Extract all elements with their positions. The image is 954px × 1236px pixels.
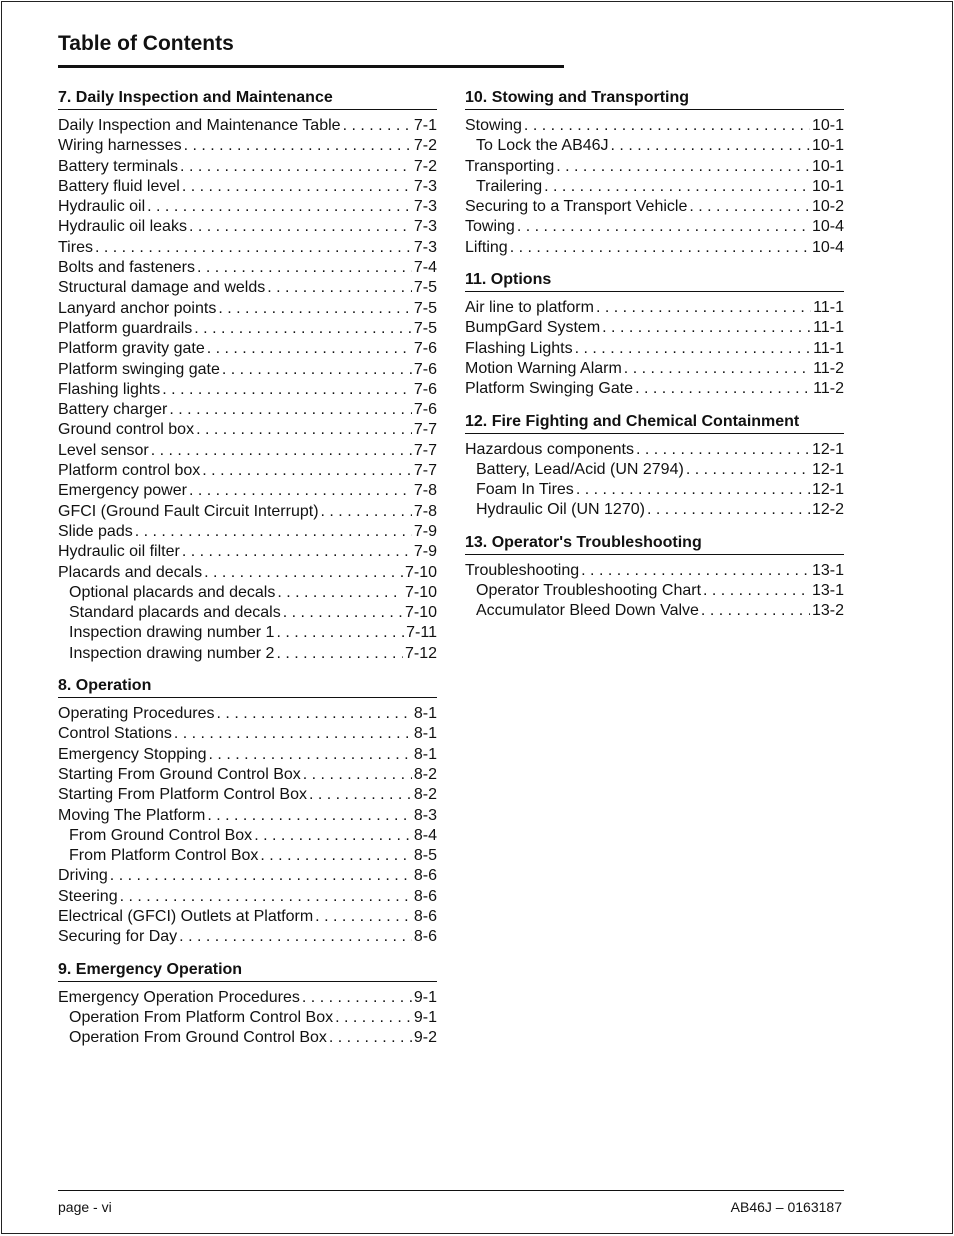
toc-entry-page: 12-2 xyxy=(811,501,844,519)
dot-leader xyxy=(189,481,412,501)
dot-leader xyxy=(95,238,412,258)
dot-leader xyxy=(602,318,811,338)
toc-entry-page: 7-3 xyxy=(413,238,437,256)
toc-entry-label: Platform swinging gate xyxy=(58,360,220,378)
toc-entry-label: Lanyard anchor points xyxy=(58,299,217,317)
toc-entry-page: 7-7 xyxy=(413,462,437,480)
toc-entry-label: Optional placards and decals xyxy=(69,583,276,601)
toc-entry[interactable] xyxy=(58,238,437,258)
toc-entry-label: Electrical (GFCI) Outlets at Platform xyxy=(58,907,314,925)
toc-entry[interactable] xyxy=(465,339,844,359)
toc-entry[interactable] xyxy=(58,623,437,643)
section-heading: 8. Operation xyxy=(58,676,437,698)
dot-leader xyxy=(276,644,403,664)
toc-entry-page: 7-5 xyxy=(413,319,437,337)
toc-entry[interactable] xyxy=(58,136,437,156)
toc-entry-label: Hydraulic oil leaks xyxy=(58,218,187,236)
toc-entry-page: 11-2 xyxy=(813,359,844,377)
dot-leader xyxy=(517,217,810,237)
toc-entry[interactable] xyxy=(465,116,844,136)
toc-entry-page: 7-9 xyxy=(413,522,437,540)
toc-entry-label: Structural damage and welds xyxy=(58,279,266,297)
dot-leader xyxy=(689,197,810,217)
toc-entry[interactable] xyxy=(58,177,437,197)
dot-leader xyxy=(197,258,412,278)
toc-entry-label: Inspection drawing number 1 xyxy=(69,624,275,642)
toc-entry-page: 7-11 xyxy=(406,624,437,642)
toc-entry-label: Flashing Lights xyxy=(465,339,573,357)
left-column xyxy=(58,88,437,1060)
dot-leader xyxy=(647,500,810,520)
toc-entry-label: Slide pads xyxy=(58,522,133,540)
toc-entry[interactable] xyxy=(58,339,437,359)
toc-entry[interactable] xyxy=(58,724,437,744)
toc-entry-label: Ground control box xyxy=(58,421,195,439)
toc-entry-page: 10-1 xyxy=(811,117,844,134)
toc-entry-page: 10-1 xyxy=(811,157,844,175)
toc-entry-page: 7-9 xyxy=(413,543,437,561)
section-heading: 7. Daily Inspection and Maintenance xyxy=(58,88,437,110)
toc-entry-page: 13-2 xyxy=(811,602,844,620)
toc-entry-page: 8-4 xyxy=(413,826,437,844)
dot-leader xyxy=(179,927,412,947)
toc-entry-label: Foam In Tires xyxy=(476,481,574,499)
toc-entry[interactable] xyxy=(465,440,844,460)
toc-entry-page: 11-1 xyxy=(813,319,844,337)
toc-entry-page: 8-6 xyxy=(413,928,437,946)
toc-entry[interactable] xyxy=(465,177,844,197)
toc-entry[interactable] xyxy=(58,217,437,237)
toc-entry-page: 7-6 xyxy=(413,380,437,398)
dot-leader xyxy=(217,704,412,724)
toc-entry-page: 7-5 xyxy=(413,279,437,297)
dot-leader xyxy=(556,157,810,177)
toc-entry[interactable] xyxy=(58,258,437,278)
dot-leader xyxy=(151,441,412,461)
toc-entry-label: Securing to a Transport Vehicle xyxy=(465,198,688,216)
toc-entry-page: 7-8 xyxy=(413,482,437,500)
toc-entry[interactable] xyxy=(58,846,437,866)
toc-entry-page: 7-3 xyxy=(413,177,437,195)
toc-entry[interactable] xyxy=(58,785,437,805)
toc-entry[interactable] xyxy=(58,563,437,583)
toc-entry-page: 9-2 xyxy=(413,1029,437,1047)
toc-entry-label: Flashing lights xyxy=(58,380,161,398)
right-column xyxy=(465,88,844,634)
dot-leader xyxy=(254,826,412,846)
toc-entry[interactable] xyxy=(465,318,844,338)
toc-entry[interactable] xyxy=(58,927,437,947)
toc-entry-page: 10-1 xyxy=(811,137,844,155)
section-heading: 10. Stowing and Transporting xyxy=(465,88,844,110)
dot-leader xyxy=(189,217,412,237)
dot-leader xyxy=(686,460,810,480)
toc-entry-label: Bolts and fasteners xyxy=(58,259,195,277)
toc-entry-page: 12-1 xyxy=(811,460,844,478)
toc-entry[interactable] xyxy=(58,400,437,420)
toc-entry[interactable] xyxy=(58,420,437,440)
toc-entry-page: 7-7 xyxy=(413,421,437,439)
toc-entry-label: Platform control box xyxy=(58,462,201,480)
toc-section-13-operator-s-troubleshooting xyxy=(465,533,844,622)
toc-entry-page: 8-6 xyxy=(413,887,437,905)
toc-entry-page: 9-1 xyxy=(413,988,437,1006)
toc-entry-label: Troubleshooting xyxy=(465,561,580,579)
toc-entry-page: 7-6 xyxy=(413,340,437,358)
toc-entry[interactable] xyxy=(58,806,437,826)
toc-entry-page: 7-8 xyxy=(413,502,437,520)
dot-leader xyxy=(180,157,412,177)
toc-entry[interactable] xyxy=(58,765,437,785)
dot-leader xyxy=(260,846,411,866)
toc-entry-label: Steering xyxy=(58,887,118,905)
toc-entry-page: 10-4 xyxy=(811,238,844,256)
toc-entry-label: Wiring harnesses xyxy=(58,137,182,155)
toc-section-8-operation xyxy=(58,676,437,948)
dot-leader xyxy=(701,601,810,621)
toc-entry-label: Battery charger xyxy=(58,401,168,419)
footer-page-number: page - vi xyxy=(58,1199,112,1215)
dot-leader xyxy=(343,116,412,136)
toc-entry[interactable] xyxy=(58,319,437,339)
dot-leader xyxy=(222,360,412,380)
toc-entry[interactable] xyxy=(58,644,437,664)
toc-entry-page: 12-1 xyxy=(811,440,844,458)
toc-entry[interactable] xyxy=(58,380,437,400)
toc-entry-page: 7-12 xyxy=(404,644,437,662)
toc-entry-page: 8-2 xyxy=(413,786,437,804)
toc-entry-label: To Lock the AB46J xyxy=(476,137,609,155)
dot-leader xyxy=(329,1028,412,1048)
toc-entry-page: 7-10 xyxy=(404,604,437,622)
footer-rule xyxy=(58,1190,844,1191)
toc-entry-label: From Platform Control Box xyxy=(69,847,259,865)
toc-entry-label: Accumulator Bleed Down Valve xyxy=(476,602,699,620)
toc-entry[interactable] xyxy=(58,583,437,603)
toc-section-9-emergency-operation xyxy=(58,960,437,1049)
toc-entry-label: Starting From Ground Control Box xyxy=(58,765,301,783)
toc-entry-label: Battery fluid level xyxy=(58,177,180,195)
toc-section-12-fire-fighting-and-chemical-containment xyxy=(465,412,844,521)
toc-entry-page: 7-2 xyxy=(413,157,437,175)
toc-entry[interactable] xyxy=(465,197,844,217)
toc-section-7-daily-inspection-and-maintenance xyxy=(58,88,437,664)
toc-entry[interactable] xyxy=(58,481,437,501)
toc-entry[interactable] xyxy=(58,116,437,136)
toc-entry[interactable] xyxy=(58,745,437,765)
toc-section-10-stowing-and-transporting xyxy=(465,88,844,258)
toc-entry[interactable] xyxy=(465,460,844,480)
toc-entry-label: Stowing xyxy=(465,117,522,134)
dot-leader xyxy=(624,359,811,379)
toc-entry-page: 10-1 xyxy=(811,177,844,195)
page-title: Table of Contents xyxy=(58,32,234,55)
toc-entry-label: GFCI (Ground Fault Circuit Interrupt) xyxy=(58,502,319,520)
toc-entry-label: Control Stations xyxy=(58,725,172,743)
toc-entry-page: 8-1 xyxy=(413,745,437,763)
toc-entry-page: 11-1 xyxy=(813,299,844,317)
toc-entry-label: Moving The Platform xyxy=(58,806,206,824)
dot-leader xyxy=(169,400,411,420)
toc-entry-label: Hydraulic Oil (UN 1270) xyxy=(476,501,645,519)
toc-entry-page: 7-6 xyxy=(413,401,437,419)
toc-entry-label: Emergency power xyxy=(58,482,187,500)
dot-leader xyxy=(283,603,403,623)
toc-entry-label: Starting From Platform Control Box xyxy=(58,786,307,804)
dot-leader xyxy=(110,866,412,886)
dot-leader xyxy=(635,379,811,399)
toc-entry-label: Towing xyxy=(465,218,515,236)
dot-leader xyxy=(194,319,412,339)
toc-entry-page: 7-10 xyxy=(404,583,437,601)
document-page xyxy=(1,1,953,1234)
toc-entry[interactable] xyxy=(58,704,437,724)
toc-entry-label: Level sensor xyxy=(58,441,149,459)
toc-entry-page: 7-3 xyxy=(413,198,437,216)
toc-entry[interactable] xyxy=(58,278,437,298)
toc-entry-label: Battery terminals xyxy=(58,157,179,175)
dot-leader xyxy=(575,339,812,359)
dot-leader xyxy=(218,299,412,319)
dot-leader xyxy=(182,542,412,562)
dot-leader xyxy=(510,238,810,258)
toc-entry-label: Transporting xyxy=(465,157,555,175)
toc-entry[interactable] xyxy=(58,542,437,562)
dot-leader xyxy=(209,745,412,765)
dot-leader xyxy=(303,765,412,785)
toc-entry-label: Platform gravity gate xyxy=(58,340,205,358)
toc-entry-page: 8-2 xyxy=(413,765,437,783)
toc-entry[interactable] xyxy=(465,136,844,156)
toc-section-11-options xyxy=(465,270,844,399)
toc-entry[interactable] xyxy=(465,217,844,237)
toc-entry-page: 7-4 xyxy=(413,259,437,277)
toc-entry-label: Platform guardrails xyxy=(58,319,193,337)
toc-entry-page: 13-1 xyxy=(811,561,844,579)
toc-entry-label: Tires xyxy=(58,238,93,256)
dot-leader xyxy=(309,785,412,805)
toc-entry[interactable] xyxy=(58,826,437,846)
toc-entry-page: 9-1 xyxy=(413,1008,437,1026)
toc-entry-page: 8-6 xyxy=(413,867,437,885)
toc-entry-label: From Ground Control Box xyxy=(69,826,253,844)
toc-entry-label: Lifting xyxy=(465,238,508,256)
toc-entry[interactable] xyxy=(58,1008,437,1028)
dot-leader xyxy=(315,907,412,927)
toc-entry[interactable] xyxy=(58,299,437,319)
toc-entry-label: Operator Troubleshooting Chart xyxy=(476,582,702,600)
toc-entry-page: 8-1 xyxy=(413,705,437,723)
toc-entry[interactable] xyxy=(465,157,844,177)
toc-entry-label: Placards and decals xyxy=(58,563,203,581)
dot-leader xyxy=(202,461,412,481)
dot-leader xyxy=(581,561,810,581)
dot-leader xyxy=(184,136,412,156)
toc-entry[interactable] xyxy=(465,298,844,318)
toc-entry-label: Hazardous components xyxy=(465,440,634,458)
dot-leader xyxy=(596,298,811,318)
title-rule xyxy=(58,65,564,68)
dot-leader xyxy=(321,502,412,522)
dot-leader xyxy=(703,581,810,601)
toc-entry[interactable] xyxy=(58,988,437,1008)
section-heading: 12. Fire Fighting and Chemical Containment xyxy=(465,412,844,434)
toc-entry[interactable] xyxy=(58,522,437,542)
dot-leader xyxy=(207,806,412,826)
dot-leader xyxy=(135,522,412,542)
toc-entry[interactable] xyxy=(465,379,844,399)
dot-leader xyxy=(207,339,412,359)
toc-entry-label: Motion Warning Alarm xyxy=(465,359,622,377)
toc-entry[interactable] xyxy=(465,581,844,601)
dot-leader xyxy=(276,623,404,643)
toc-entry-page: 8-5 xyxy=(413,847,437,865)
toc-entry-label: Standard placards and decals xyxy=(69,604,281,622)
toc-entry-label: Trailering xyxy=(476,177,543,195)
toc-entry[interactable] xyxy=(58,1028,437,1048)
toc-entry-page: 8-1 xyxy=(413,725,437,743)
toc-entry-page: 11-2 xyxy=(813,380,844,398)
toc-entry[interactable] xyxy=(465,601,844,621)
toc-entry-label: Emergency Operation Procedures xyxy=(58,988,300,1006)
toc-entry[interactable] xyxy=(58,441,437,461)
toc-entry[interactable] xyxy=(465,480,844,500)
dot-leader xyxy=(611,136,810,156)
toc-entry[interactable] xyxy=(58,360,437,380)
toc-entry-label: Operation From Ground Control Box xyxy=(69,1029,327,1047)
toc-entry-page: 8-6 xyxy=(413,907,437,925)
toc-entry[interactable] xyxy=(58,907,437,927)
toc-entry-label: Battery, Lead/Acid (UN 2794) xyxy=(476,460,684,478)
toc-entry[interactable] xyxy=(58,866,437,886)
toc-entry-label: Hydraulic oil filter xyxy=(58,543,180,561)
dot-leader xyxy=(524,116,810,136)
toc-entry[interactable] xyxy=(58,157,437,177)
toc-entry-page: 8-3 xyxy=(413,806,437,824)
toc-entry-label: Air line to platform xyxy=(465,299,594,317)
toc-entry-label: Hydraulic oil xyxy=(58,198,146,216)
toc-entry-label: Inspection drawing number 2 xyxy=(69,644,275,662)
toc-entry-page: 13-1 xyxy=(811,582,844,600)
dot-leader xyxy=(544,177,810,197)
toc-entry-label: Operating Procedures xyxy=(58,705,215,723)
toc-entry[interactable] xyxy=(58,603,437,623)
toc-entry-label: Operation From Platform Control Box xyxy=(69,1008,334,1026)
dot-leader xyxy=(196,420,412,440)
toc-entry-page: 7-5 xyxy=(413,299,437,317)
toc-entry-label: Driving xyxy=(58,867,108,885)
toc-entry-label: Platform Swinging Gate xyxy=(465,380,634,398)
toc-entry[interactable] xyxy=(58,502,437,522)
dot-leader xyxy=(267,278,412,298)
toc-entry-page: 10-2 xyxy=(811,198,844,216)
toc-entry-page: 7-7 xyxy=(413,441,437,459)
toc-entry[interactable] xyxy=(465,359,844,379)
dot-leader xyxy=(335,1008,412,1028)
toc-entry[interactable] xyxy=(465,238,844,258)
dot-leader xyxy=(182,177,412,197)
dot-leader xyxy=(204,563,403,583)
toc-entry-page: 11-1 xyxy=(813,339,844,357)
toc-entry-label: Daily Inspection and Maintenance Table xyxy=(58,117,341,134)
dot-leader xyxy=(174,724,412,744)
toc-entry-page: 12-1 xyxy=(811,481,844,499)
dot-leader xyxy=(162,380,412,400)
dot-leader xyxy=(277,583,403,603)
toc-entry-label: Securing for Day xyxy=(58,928,178,946)
toc-entry[interactable] xyxy=(58,197,437,217)
dot-leader xyxy=(636,440,810,460)
toc-entry-page: 7-3 xyxy=(413,218,437,236)
toc-entry[interactable] xyxy=(58,887,437,907)
toc-entry[interactable] xyxy=(58,461,437,481)
dot-leader xyxy=(576,480,810,500)
toc-entry-page: 7-1 xyxy=(413,117,437,134)
toc-entry-label: Emergency Stopping xyxy=(58,745,207,763)
section-heading: 11. Options xyxy=(465,270,844,292)
footer-document-id: AB46J – 0163187 xyxy=(730,1199,842,1215)
dot-leader xyxy=(120,887,412,907)
dot-leader xyxy=(147,197,412,217)
toc-entry-page: 10-4 xyxy=(811,218,844,236)
toc-entry-page: 7-2 xyxy=(413,137,437,155)
toc-entry[interactable] xyxy=(465,500,844,520)
toc-entry-page: 7-10 xyxy=(404,563,437,581)
dot-leader xyxy=(302,988,412,1008)
section-heading: 13. Operator's Troubleshooting xyxy=(465,533,844,555)
toc-entry[interactable] xyxy=(465,561,844,581)
toc-entry-page: 7-6 xyxy=(413,360,437,378)
section-heading: 9. Emergency Operation xyxy=(58,960,437,982)
toc-entry-label: BumpGard System xyxy=(465,319,601,337)
